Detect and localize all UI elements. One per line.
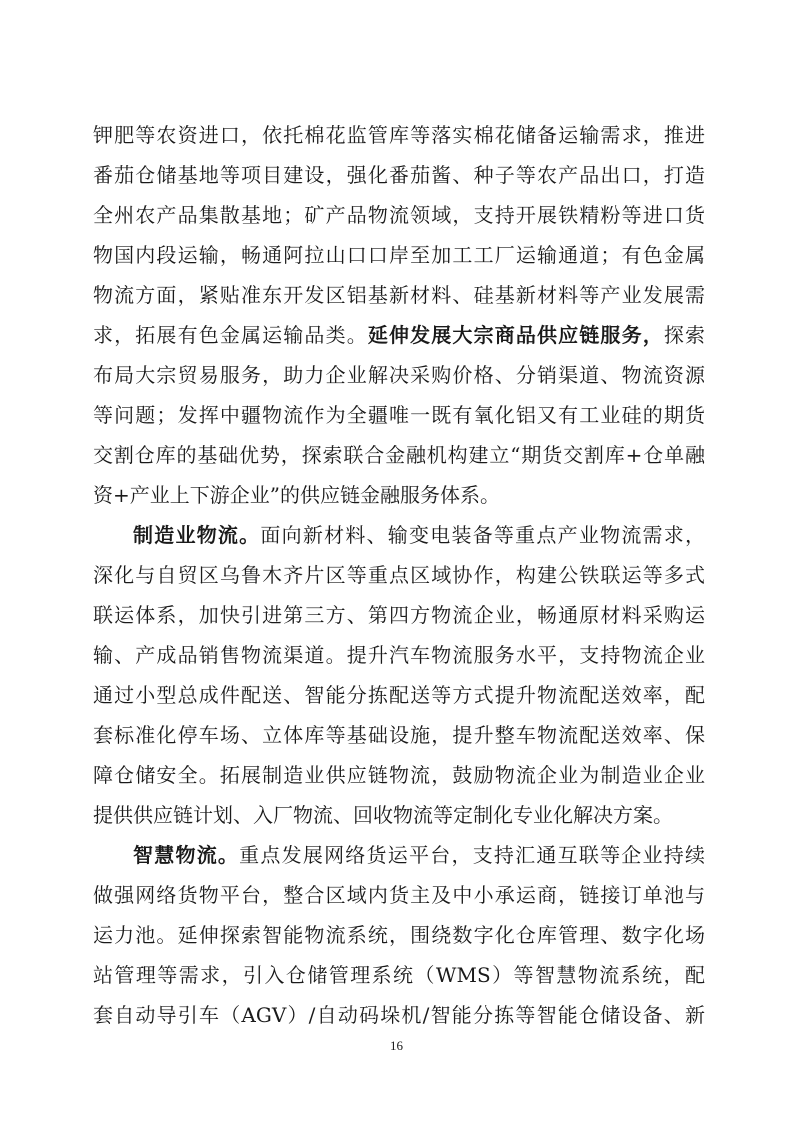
text-line: 物流方面，紧贴准东开发区铝基新材料、硅基新材料等产业发展需 — [93, 283, 705, 307]
text-line: 通过小型总成件配送、智能分拣配送等方式提升物流配送效率，配 — [93, 683, 705, 707]
text-run: 面向新材料、输变电装备等重点产业物流需求， — [260, 523, 705, 547]
text-line — [93, 315, 705, 355]
page-number: 16 — [390, 1038, 403, 1053]
text-line: 钾肥等农资进口，依托棉花监管库等落实棉花储备运输需求，推进 — [93, 123, 705, 147]
text-line: 交割仓库的基础优势，探索联合金融机构建立“期货交割库+仓单融 — [93, 443, 705, 467]
text-line: 提供供应链计划、入厂物流、回收物流等定制化专业化解决方案。 — [93, 803, 673, 827]
text-line: 等问题；发挥中疆物流作为全疆唯一既有氧化铝又有工业硅的期货 — [93, 403, 705, 427]
text-line: 布局大宗贸易服务，助力企业解决采购价格、分销渠道、物流资源 — [93, 363, 705, 387]
text-line: 输、产成品销售物流渠道。提升汽车物流服务水平，支持物流企业 — [93, 643, 705, 667]
text-line: 运力池。延伸探索智能物流系统，围绕数字化仓库管理、数字化场 — [93, 923, 705, 947]
text-line: 障仓储安全。拓展制造业供应链物流，鼓励物流企业为制造业企业 — [93, 763, 705, 787]
text-line: 全州农产品集散基地；矿产品物流领域，支持开展铁精粉等进口货 — [93, 203, 705, 227]
text-line: 套标准化停车场、立体库等基础设施，提升整车物流配送效率、保 — [93, 723, 705, 747]
body-text — [93, 115, 705, 1035]
text-line: 番茄仓储基地等项目建设，强化番茄酱、种子等农产品出口，打造 — [93, 163, 705, 187]
text-line: 资+产业上下游企业”的供应链金融服务体系。 — [93, 483, 500, 507]
bold-heading-run: 延伸发展大宗商品供应链服务， — [367, 323, 664, 347]
text-line: 套自动导引车（AGV）/自动码垛机/智能分拣等智能仓储设备、新 — [93, 1003, 705, 1027]
text-run: 重点发展网络货运平台，支持汇通互联等企业持续 — [239, 843, 705, 867]
text-line: 站管理等需求，引入仓储管理系统（WMS）等智慧物流系统，配 — [93, 963, 705, 987]
section-heading: 制造业物流。 — [133, 523, 261, 547]
text-run: 探索 — [663, 323, 705, 347]
text-run: 求，拓展有色金属运输品类。 — [93, 323, 368, 347]
paragraph-start-line — [93, 515, 705, 555]
section-heading: 智慧物流。 — [133, 843, 240, 867]
text-line: 联运体系，加快引进第三方、第四方物流企业，畅通原材料采购运 — [93, 603, 705, 627]
text-line: 物国内段运输，畅通阿拉山口口岸至加工工厂运输通道；有色金属 — [93, 243, 705, 267]
text-line: 做强网络货物平台，整合区域内货主及中小承运商，链接订单池与 — [93, 883, 705, 907]
text-line: 深化与自贸区乌鲁木齐片区等重点区域协作，构建公铁联运等多式 — [93, 563, 705, 587]
paragraph-start-line — [93, 835, 705, 875]
